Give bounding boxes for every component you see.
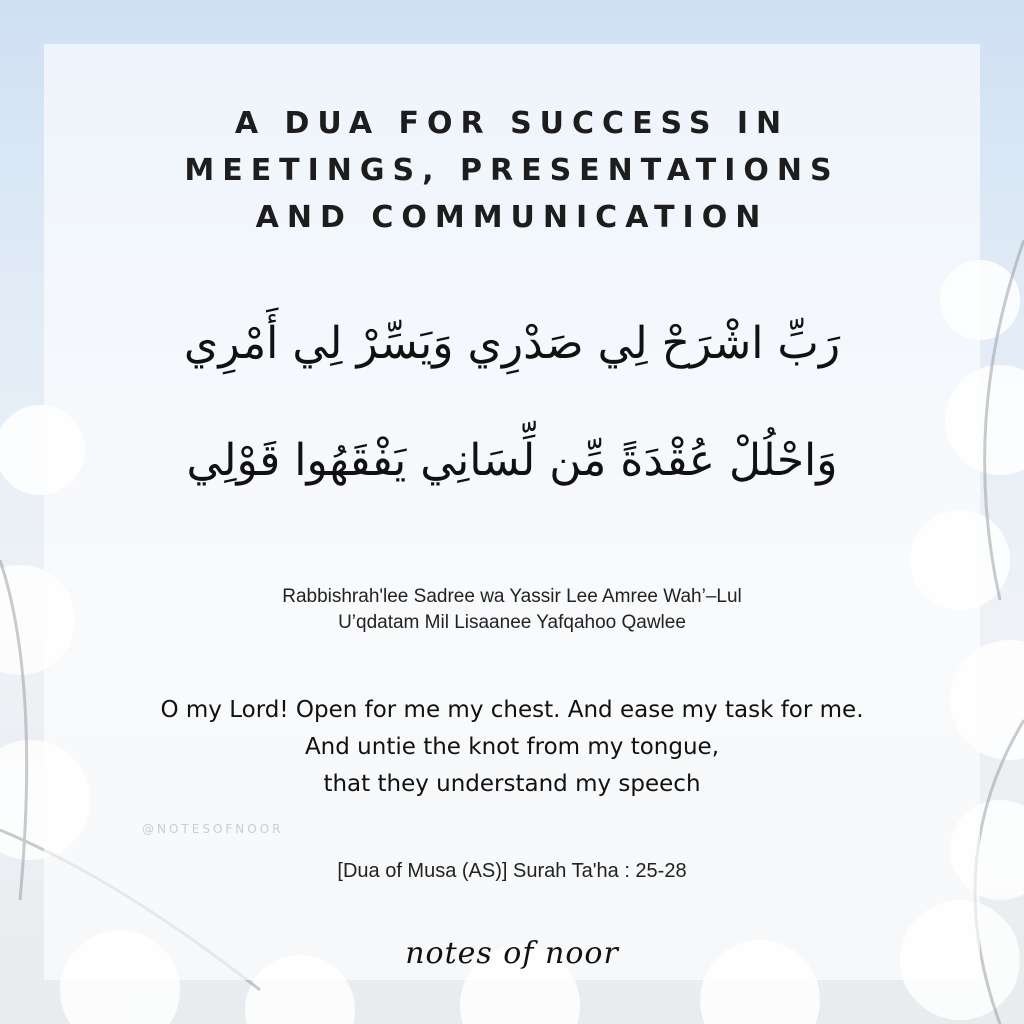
transliteration [0, 584, 1024, 636]
brand-logo: notes of noor [405, 936, 619, 971]
translation-line-1: O my Lord! Open for me my chest. And ease my task for me. [160, 697, 864, 723]
title-line-1: A DUA FOR SUCCESS IN [234, 106, 790, 141]
arabic-verse-line-1: رَبِّ اشْرَحْ لِي صَدْرِي وَيَسِّرْ لِي أَمْرِي [183, 318, 841, 369]
transliteration-line-2: U’qdatam Mil Lisaanee Yafqahoo Qawlee [338, 612, 686, 633]
translation-line-3: that they understand my speech [323, 771, 701, 797]
page-title [0, 100, 1024, 241]
title-line-2: MEETINGS, PRESENTATIONS [184, 153, 840, 188]
translation [0, 692, 1024, 803]
transliteration-line-1: Rabbishrah'lee Sadree wa Yassir Lee Amree Wah’–Lul [282, 586, 742, 607]
title-line-3: AND COMMUNICATION [255, 200, 769, 235]
watermark: @NOTESOFNOOR [142, 822, 284, 836]
arabic-verse-line-2: وَاحْلُلْ عُقْدَةً مِّن لِّسَانِي يَفْقَهُوا قَوْلِي [186, 435, 838, 486]
source-citation: [Dua of Musa (AS)] Surah Ta'ha : 25-28 [337, 860, 687, 882]
translation-line-2: And untie the knot from my tongue, [304, 734, 720, 760]
